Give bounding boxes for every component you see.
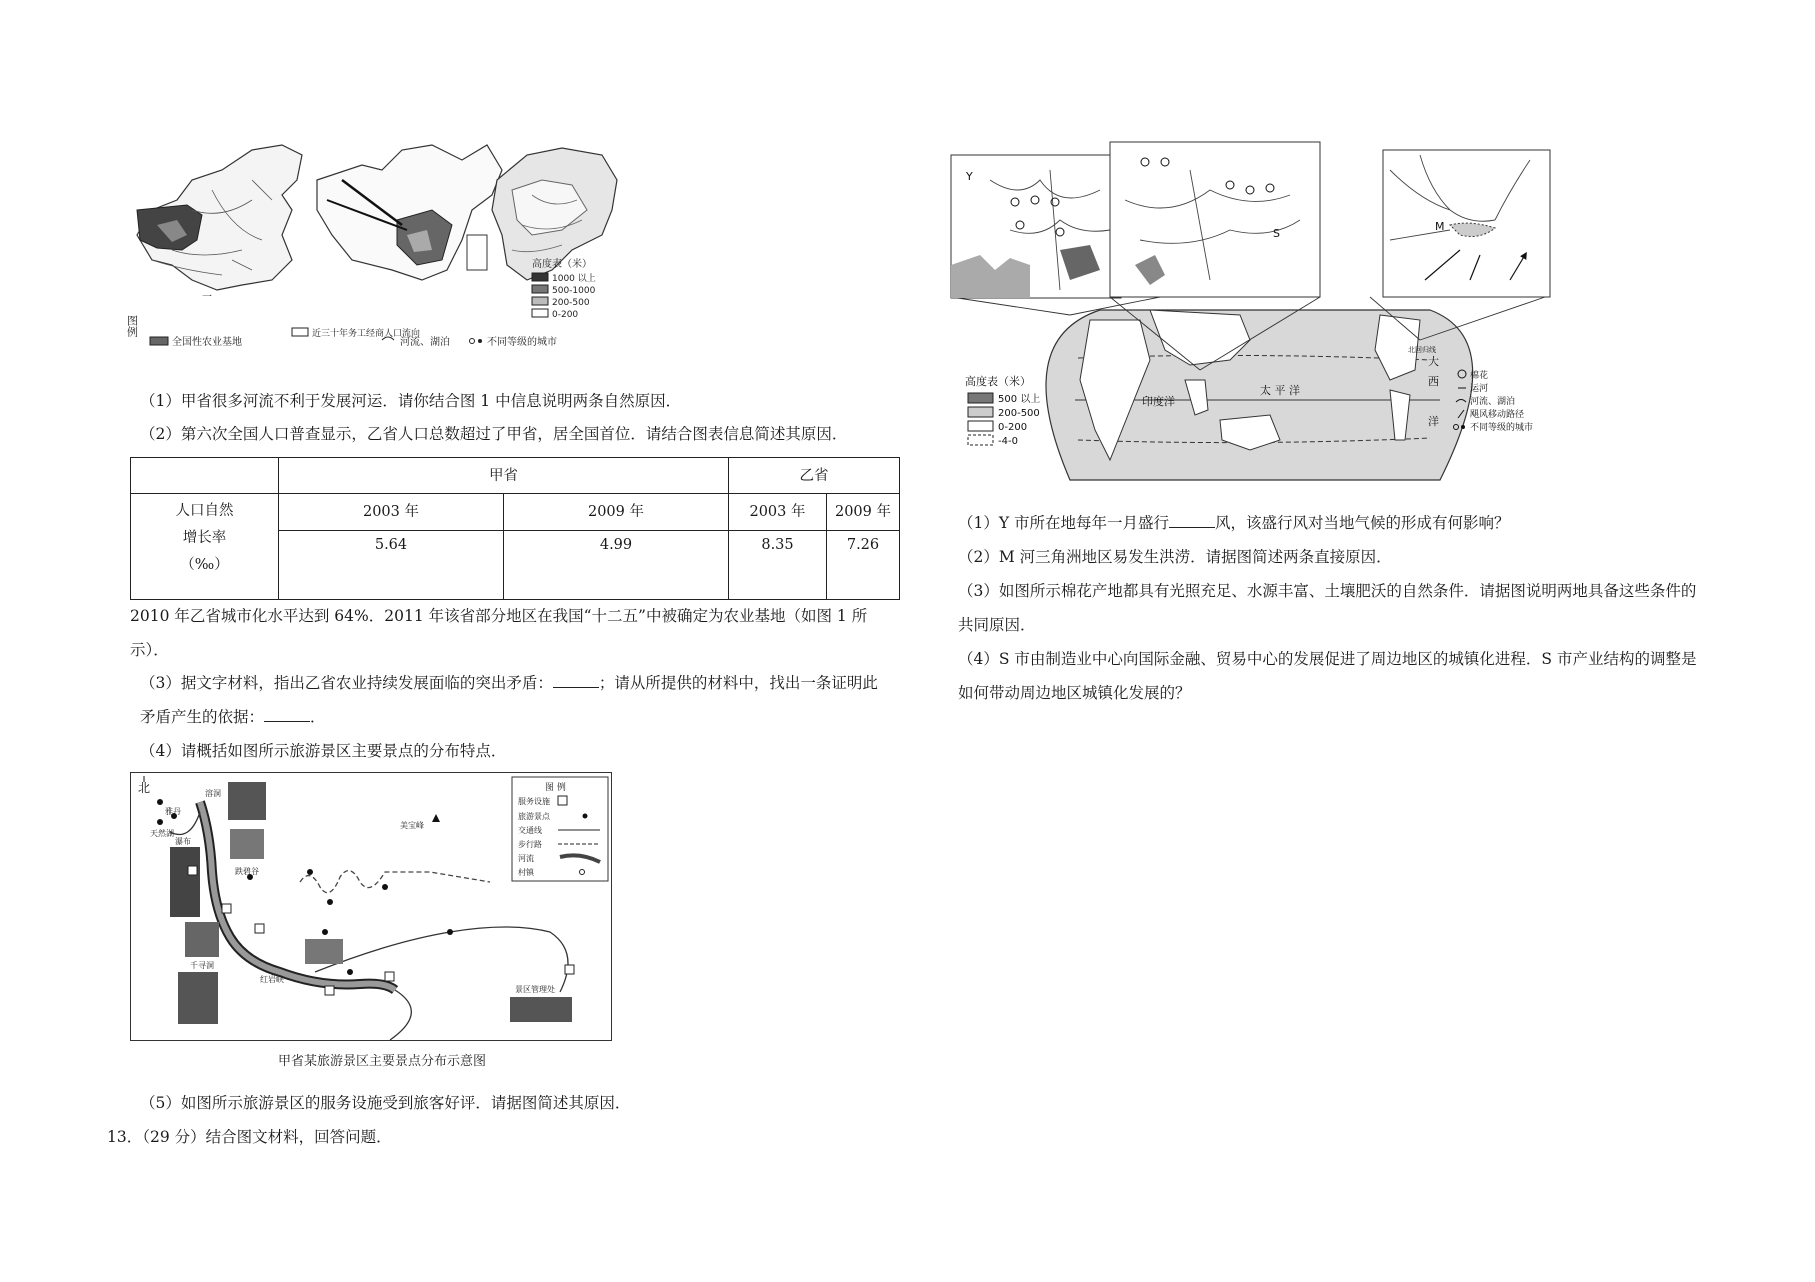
figure-1-maps bbox=[125, 140, 722, 360]
right-question-4-line-2: 如何带动周边地区城镇化发展的？ bbox=[958, 684, 1191, 702]
tourism-legend-trail: 步行路 bbox=[518, 840, 542, 849]
left-question-3-line-2 bbox=[140, 707, 326, 727]
label-atlantic-2: 西 bbox=[1428, 375, 1439, 388]
inset-m bbox=[1383, 150, 1550, 297]
q3-text-b: ；请从所提供的材料中，找出一条证明此 bbox=[598, 674, 878, 692]
table-value-cell: 7.26 bbox=[827, 531, 900, 600]
label-atlantic-1: 大 bbox=[1428, 355, 1439, 368]
fig1-legend-city: 不同等级的城市 bbox=[487, 337, 557, 348]
map-province-a bbox=[137, 145, 302, 290]
inset-y bbox=[951, 155, 1121, 298]
tourism-label-yardang: 雅丹 bbox=[165, 807, 181, 816]
fig2-elevation-title: 高度表（米） bbox=[965, 375, 1031, 388]
label-indian-ocean: 印度洋 bbox=[1142, 395, 1175, 408]
tourism-label-gorge: 红岩峡 bbox=[260, 975, 284, 984]
tourism-label-valley: 跌碧谷 bbox=[235, 867, 259, 876]
fig2-legend-hurricane: 飓风移动路径 bbox=[1470, 410, 1525, 420]
tourism-label-cave2: 千寻洞 bbox=[190, 961, 214, 970]
tourism-legend-road: 交通线 bbox=[518, 826, 542, 835]
tourism-legend-spot: 旅游景点 bbox=[518, 812, 550, 821]
tourism-legend bbox=[512, 777, 608, 881]
fig2-elev-level-3: 0-200 bbox=[998, 422, 1028, 433]
table-value-cell: 4.99 bbox=[504, 531, 729, 600]
left-question-3-line-1 bbox=[140, 673, 878, 693]
tourism-label-peak: 美宝峰 bbox=[400, 821, 424, 830]
table-year-cell: 2003 年 bbox=[279, 494, 504, 531]
fig2-elev-level-4: -4-0 bbox=[998, 436, 1018, 447]
tourism-legend-river: 河流 bbox=[518, 854, 534, 863]
rq1-text-a: （1）Y 市所在地每年一月盛行 bbox=[958, 514, 1170, 532]
inset-label-m: M bbox=[1435, 220, 1445, 233]
row-label-line-2: 增长率 bbox=[182, 530, 227, 546]
tourism-legend-village: 村镇 bbox=[518, 868, 534, 877]
label-atlantic-3: 洋 bbox=[1428, 415, 1439, 428]
fig2-legend-cotton: 棉花 bbox=[1470, 371, 1489, 381]
population-table bbox=[130, 457, 900, 600]
tourism-label-waterfall: 瀑布 bbox=[175, 837, 191, 846]
fig1-elevation-legend bbox=[532, 257, 596, 320]
fig1-elev-level-1: 1000 以上 bbox=[552, 274, 596, 284]
fig2-legend-city: 不同等级的城市 bbox=[1470, 423, 1534, 433]
tourism-map-svg bbox=[130, 772, 612, 1042]
svg-text:一: 一 bbox=[202, 292, 212, 303]
tourism-legend-title: 图 例 bbox=[545, 783, 566, 793]
table-value-cell: 5.64 bbox=[279, 531, 504, 600]
fig2-elev-level-2: 200-500 bbox=[998, 408, 1040, 419]
inset-label-y: Y bbox=[966, 170, 973, 183]
inset-s bbox=[1110, 142, 1320, 297]
row-label-line-3: （‰） bbox=[180, 557, 229, 573]
tourism-legend-service: 服务设施 bbox=[518, 797, 550, 806]
row-label-line-1: 人口自然 bbox=[175, 503, 234, 519]
fig1-legend-agri: 全国性农业基地 bbox=[172, 337, 242, 348]
fig1-elevation-title: 高度表（米） bbox=[532, 259, 592, 270]
fig1-legend bbox=[126, 315, 558, 348]
fig1-legend-migration: 近三十年务工经商人口流向 bbox=[312, 329, 421, 339]
figure-2-maps bbox=[950, 140, 1560, 482]
fig1-elev-level-3: 200-500 bbox=[552, 298, 590, 308]
left-question-1: （1）甲省很多河流不利于发展河运．请你结合图 1 中信息说明两条自然原因． bbox=[140, 392, 682, 410]
tourism-label-office: 景区管理处 bbox=[515, 985, 555, 994]
table-header-province-b: 乙省 bbox=[729, 458, 900, 494]
fig2-legend-canal: 运河 bbox=[1470, 384, 1489, 394]
table-header-province-a: 甲省 bbox=[279, 458, 729, 494]
q3-text-c: 矛盾产生的依据： bbox=[140, 708, 265, 726]
inset-label-s: S bbox=[1273, 227, 1280, 240]
material-line-1: 2010 年乙省城市化水平达到 64%．2011 年该省部分地区在我国“十二五”中被确定为农业基地（如图 1 所 bbox=[130, 607, 868, 625]
fig1-legend-title: 图例 bbox=[125, 315, 139, 337]
table-year-cell: 2009 年 bbox=[504, 494, 729, 531]
world-map bbox=[951, 297, 1545, 480]
tourism-map-caption: 甲省某旅游景区主要景点分布示意图 bbox=[278, 1054, 487, 1069]
right-question-2: （2）M 河三角洲地区易发生洪涝．请据图简述两条直接原因． bbox=[958, 548, 1392, 566]
question-13: 13．（29 分）结合图文材料，回答问题． bbox=[107, 1128, 392, 1146]
q3-text-a: （3）据文字材料，指出乙省农业持续发展面临的突出矛盾： bbox=[140, 674, 553, 692]
rq1-blank bbox=[1169, 513, 1215, 528]
table-year-cell: 2009 年 bbox=[827, 494, 900, 531]
q3-blank-2 bbox=[264, 707, 310, 722]
table-corner-cell bbox=[131, 458, 279, 494]
q3-blank-1 bbox=[553, 673, 599, 688]
left-question-5: （5）如图所示旅游景区的服务设施受到旅客好评．请据图简述其原因． bbox=[140, 1094, 631, 1112]
label-tropic: 北回归线 bbox=[1408, 346, 1436, 354]
tourism-label-lake: 天然湖 bbox=[150, 829, 174, 838]
svg-text:北: 北 bbox=[138, 781, 151, 795]
figure-1-svg bbox=[125, 140, 722, 360]
fig1-elev-level-4: 0-200 bbox=[552, 310, 579, 320]
tourism-map bbox=[130, 772, 612, 1042]
tourism-label-cave: 溶洞 bbox=[205, 789, 221, 798]
right-question-3-line-1: （3）如图所示棉花产地都具有光照充足、水源丰富、土壤肥沃的自然条件．请据图说明两地具备这些条件的 bbox=[958, 582, 1697, 600]
fig1-elev-level-2: 500-1000 bbox=[552, 286, 596, 296]
fig2-elevation-legend bbox=[965, 374, 1040, 447]
right-question-3-line-2: 共同原因． bbox=[958, 616, 1036, 634]
q3-text-d: ． bbox=[310, 708, 326, 726]
figure-2-svg bbox=[950, 140, 1560, 482]
fig2-legend-river: 河流、湖泊 bbox=[1470, 397, 1516, 407]
left-question-2: （2）第六次全国人口普查显示，乙省人口总数超过了甲省，居全国首位．请结合图表信息简述其原因． bbox=[140, 425, 848, 443]
material-line-2: 示）． bbox=[130, 641, 169, 659]
right-question-4-line-1: （4）S 市由制造业中心向国际金融、贸易中心的发展促进了周边地区的城镇化进程．S 市产业结构的调整是 bbox=[958, 650, 1697, 668]
table-year-cell: 2003 年 bbox=[729, 494, 827, 531]
rq1-text-b: 风，该盛行风对当地气候的形成有何影响？ bbox=[1215, 514, 1510, 532]
label-pacific: 太 平 洋 bbox=[1260, 384, 1300, 397]
fig1-legend-river: 河流、湖泊 bbox=[400, 337, 450, 348]
table-value-cell: 8.35 bbox=[729, 531, 827, 600]
fig2-elev-level-1: 500 以上 bbox=[998, 394, 1041, 405]
left-question-4: （4）请概括如图所示旅游景区主要景点的分布特点． bbox=[140, 742, 507, 760]
table-row-label bbox=[131, 494, 279, 600]
right-question-1 bbox=[958, 513, 1510, 533]
